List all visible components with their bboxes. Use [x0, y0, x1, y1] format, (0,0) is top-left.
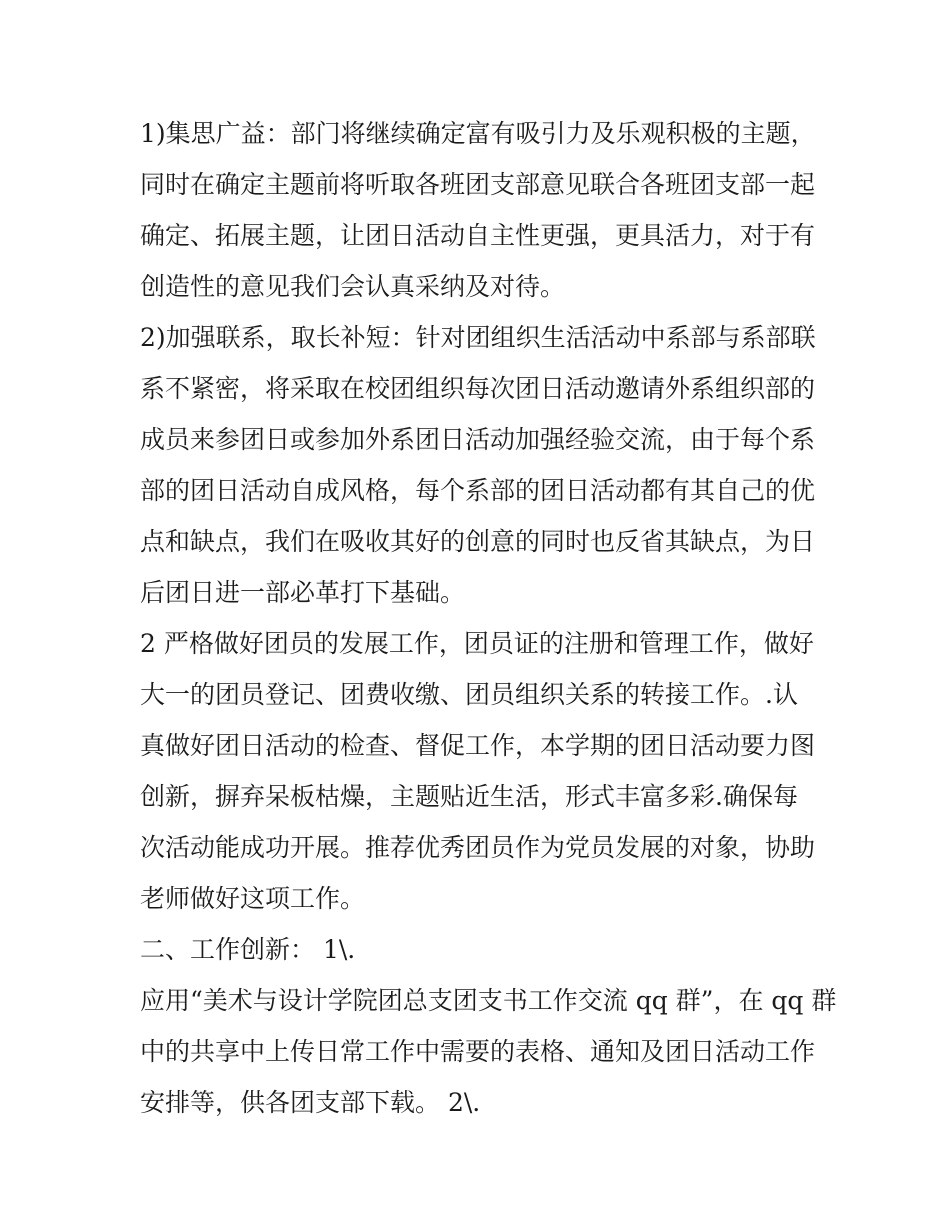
text-line: 点和缺点，我们在吸收其好的创意的同时也反省其缺点，为日 — [140, 527, 816, 556]
text-line: 创造性的意见我们会认真采纳及对待。 — [140, 272, 566, 301]
text-line: 后团日进一部必革打下基础。 — [140, 578, 466, 607]
text-line: 系不紧密，将采取在校团组织每次团日活动邀请外系组织部的 — [140, 374, 816, 403]
text-line: 2)加强联系，取长补短：针对团组织生活活动中系部与系部联 — [140, 323, 816, 352]
text-line: 次活动能成功开展。推荐优秀团员作为党员发展的对象，协助 — [140, 833, 816, 862]
text-line: 大一的团员登记、团费收缴、团员组织关系的转接工作。.认 — [140, 680, 798, 709]
text-line: 真做好团日活动的检查、督促工作，本学期的团日活动要力图 — [140, 731, 816, 760]
text-line: 确定、拓展主题，让团日活动自主性更强，更具活力，对于有 — [140, 221, 816, 250]
text-line: 创新，摒弃呆板枯燥，主题贴近生活，形式丰富多彩.确保每 — [140, 782, 798, 811]
text-line: 1)集思广益：部门将继续确定富有吸引力及乐观积极的主题， — [140, 119, 816, 148]
text-line: 中的共享中上传日常工作中需要的表格、通知及团日活动工作 — [140, 1037, 816, 1066]
text-line: 成员来参团日或参加外系团日活动加强经验交流，由于每个系 — [140, 425, 816, 454]
text-line: 应用“美术与设计学院团总支团支书工作交流 qq 群”，在 qq 群 — [140, 986, 837, 1015]
document-body — [140, 108, 837, 1128]
text-line: 老师做好这项工作。 — [140, 884, 366, 913]
text-line: 二、工作创新： 1\. — [140, 935, 356, 964]
text-line: 同时在确定主题前将听取各班团支部意见联合各班团支部一起 — [140, 170, 816, 199]
text-line: 部的团日活动自成风格，每个系部的团日活动都有其自己的优 — [140, 476, 816, 505]
text-line: 2 严格做好团员的发展工作，团员证的注册和管理工作，做好 — [140, 629, 814, 658]
text-line: 安排等，供各团支部下载。 2\. — [140, 1088, 481, 1117]
